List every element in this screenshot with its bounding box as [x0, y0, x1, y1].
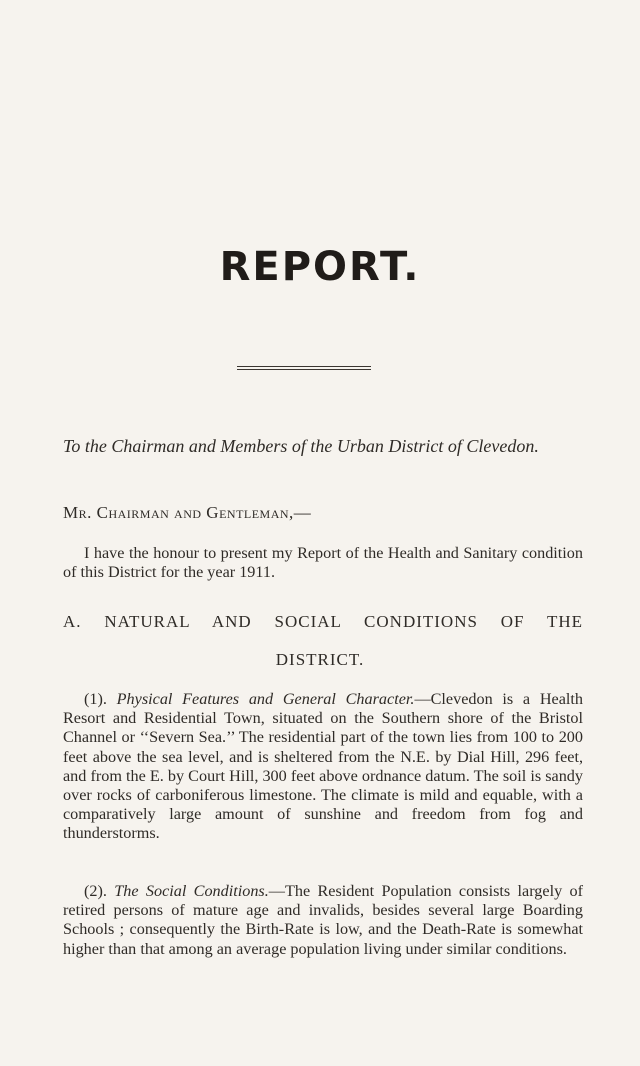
title-rule-bottom [237, 369, 371, 370]
report-title: REPORT. [219, 244, 421, 290]
paragraph-heading: The Social Conditions. [114, 882, 269, 900]
section-heading-line2: DISTRICT. [275, 650, 365, 669]
physical-features-paragraph [63, 690, 583, 844]
paragraph-number: (2). [84, 882, 115, 900]
social-conditions-paragraph [63, 882, 583, 959]
section-heading-line1: A. NATURAL AND SOCIAL CONDITIONS OF THE [63, 612, 583, 631]
addressee-line: To the Chairman and Members of the Urban District of Clevedon. [63, 436, 539, 456]
paragraph-body: —Clevedon is a Health Resort and Residential Town, situated on the Southern shore of the Bristol Channel or ‘‘Severn Sea.’’ The residential part of the town lies from 100 to 200 feet above the sea level, and is sheltered from the N.E. by Dial Hill, 296 feet, and from the E. by Court Hill, 300 feet above ordnance datum. The soil is sandy over rocks of carboniferous limestone. The climate is mild and equable, with a comparatively large amount of sunshine and freedom from fog and thunderstorms. [63, 690, 584, 843]
paragraph-number: (1). [84, 690, 117, 708]
title-rule-top [237, 366, 371, 367]
paragraph-heading: Physical Features and General Character. [116, 690, 415, 708]
greeting-line: Mr. Chairman and Gentleman,— [63, 503, 312, 522]
intro-paragraph: I have the honour to present my Report of the Health and Sanitary condition of this District for the year 1911. [63, 544, 583, 582]
paragraph-body: —The Resident Population consists largely of retired persons of mature age and invalids, besides several large Boarding Schools ; consequently the Birth-Rate is low, and the Death-Rate is somewhat higher than that among an average population living under similar conditions. [63, 882, 583, 958]
